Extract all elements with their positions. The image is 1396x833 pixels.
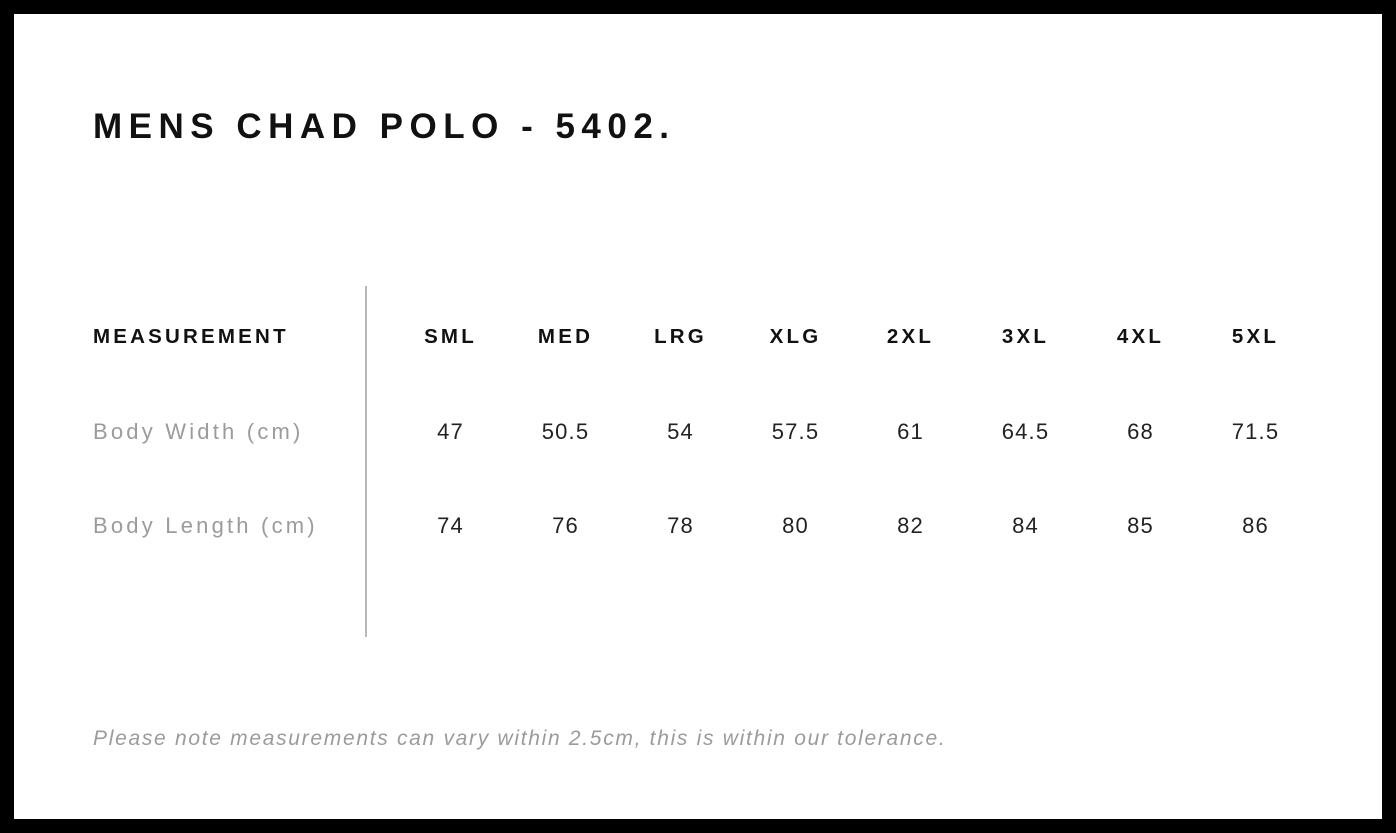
row-label: Body Length (cm) <box>93 513 318 538</box>
cell-value: 64.5 <box>1001 419 1050 444</box>
cell-value: 76 <box>552 513 579 538</box>
cell-value: 47 <box>437 419 464 444</box>
column-header-size: MED <box>537 325 594 348</box>
cell-value: 80 <box>782 513 809 538</box>
row-label: Body Width (cm) <box>93 419 304 444</box>
size-chart-page <box>14 14 1382 819</box>
cell-value: 74 <box>437 513 464 538</box>
cell-value: 82 <box>897 513 924 538</box>
cell-value: 61 <box>897 419 924 444</box>
table-header-row <box>93 289 1313 385</box>
column-header-size: 4XL <box>1116 325 1165 348</box>
column-header-size: 2XL <box>886 325 935 348</box>
column-header-size: 3XL <box>1001 325 1050 348</box>
cell-value: 78 <box>667 513 694 538</box>
size-table-container <box>93 289 1313 573</box>
column-header-size: SML <box>424 325 477 348</box>
cell-value: 54 <box>667 419 694 444</box>
column-header-measurement: MEASUREMENT <box>93 325 289 348</box>
column-header-size: 5XL <box>1231 325 1280 348</box>
table-row <box>93 385 1313 479</box>
cell-value: 68 <box>1127 419 1154 444</box>
tolerance-note: Please note measurements can vary within 2.5cm, this is within our tolerance. <box>93 727 947 750</box>
size-table <box>93 289 1313 573</box>
table-row <box>93 479 1313 573</box>
page-title: MENS CHAD POLO - 5402. <box>93 107 676 146</box>
cell-value: 71.5 <box>1231 419 1280 444</box>
cell-value: 86 <box>1242 513 1269 538</box>
column-header-size: XLG <box>769 325 822 348</box>
column-header-size: LRG <box>654 325 707 348</box>
cell-value: 84 <box>1012 513 1039 538</box>
cell-value: 57.5 <box>771 419 820 444</box>
cell-value: 50.5 <box>541 419 590 444</box>
cell-value: 85 <box>1127 513 1154 538</box>
